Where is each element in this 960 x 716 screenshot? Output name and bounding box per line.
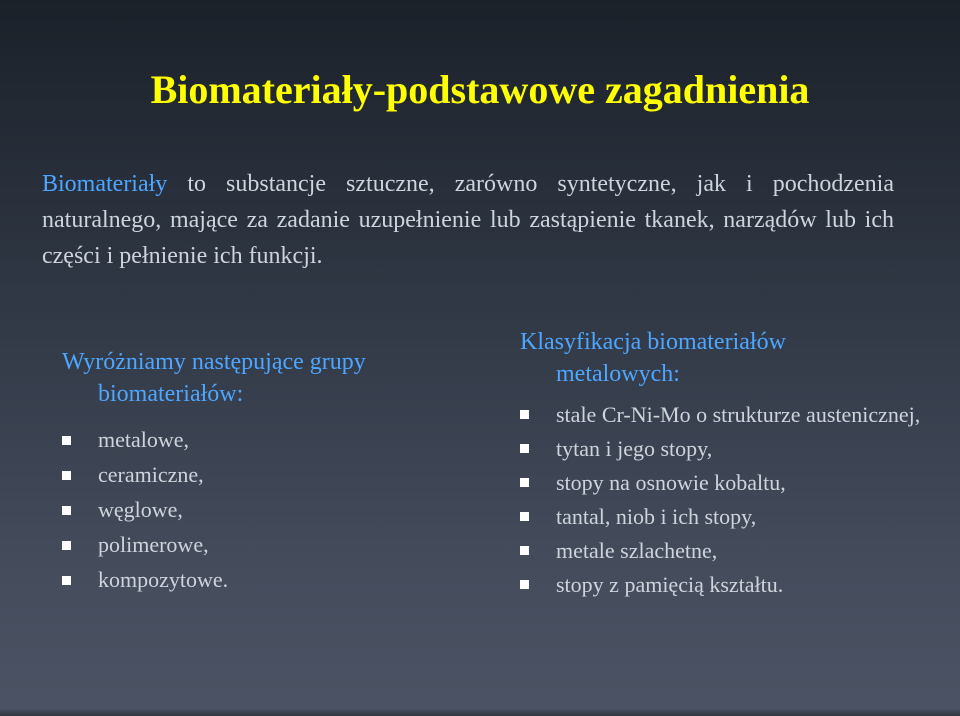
metals-list (520, 398, 940, 602)
list-item-label: węglowe, (98, 497, 183, 522)
groups-section (62, 346, 482, 597)
groups-heading-line1: Wyróżniamy następujące grupy (62, 349, 366, 375)
square-bullet-icon (62, 541, 71, 550)
list-item-label: stale Cr-Ni-Mo o strukturze austenicznej, (556, 402, 921, 427)
square-bullet-icon (520, 512, 529, 521)
list-item-label: metale szlachetne, (556, 538, 718, 563)
square-bullet-icon (520, 546, 529, 555)
metals-section (520, 326, 940, 602)
list-item (520, 500, 940, 534)
list-item (520, 432, 940, 466)
square-bullet-icon (520, 478, 529, 487)
list-item (62, 527, 482, 562)
list-item-label: kompozytowe. (98, 567, 229, 592)
list-item (62, 492, 482, 527)
list-item (520, 568, 940, 602)
square-bullet-icon (520, 580, 529, 589)
groups-heading-line2: biomateriałów: (98, 381, 244, 407)
square-bullet-icon (62, 471, 71, 480)
list-item (62, 422, 482, 457)
square-bullet-icon (62, 576, 71, 585)
metals-heading-line2: metalowych: (556, 361, 680, 387)
list-item (520, 466, 940, 500)
list-item (520, 534, 940, 568)
groups-list (62, 422, 482, 597)
square-bullet-icon (62, 506, 71, 515)
list-item-label: polimerowe, (98, 532, 209, 557)
square-bullet-icon (62, 436, 71, 445)
list-item (62, 457, 482, 492)
metals-heading-line1: Klasyfikacja biomateriałów (520, 329, 786, 355)
metals-heading (520, 326, 940, 390)
intro-text: to substancje sztuczne, zarówno syntetyczne, jak i pochodzenia naturalnego, mające za zadanie uzupełnienie lub zastąpienie tkanek, narządów lub ich części i pełnienie ich funkcji. (42, 171, 894, 269)
intro-paragraph (42, 166, 894, 274)
list-item-label: stopy na osnowie kobaltu, (556, 470, 786, 495)
intro-term: Biomateriały (42, 171, 168, 197)
square-bullet-icon (520, 410, 529, 419)
list-item-label: tytan i jego stopy, (556, 436, 713, 461)
list-item-label: tantal, niob i ich stopy, (556, 504, 757, 529)
slide-title: Biomateriały-podstawowe zagadnienia (150, 67, 810, 112)
groups-heading (62, 346, 482, 410)
list-item-label: metalowe, (98, 427, 190, 452)
list-item (62, 562, 482, 597)
square-bullet-icon (520, 444, 529, 453)
list-item (520, 398, 940, 432)
list-item-label: ceramiczne, (98, 462, 204, 487)
list-item-label: stopy z pamięcią kształtu. (556, 572, 784, 597)
